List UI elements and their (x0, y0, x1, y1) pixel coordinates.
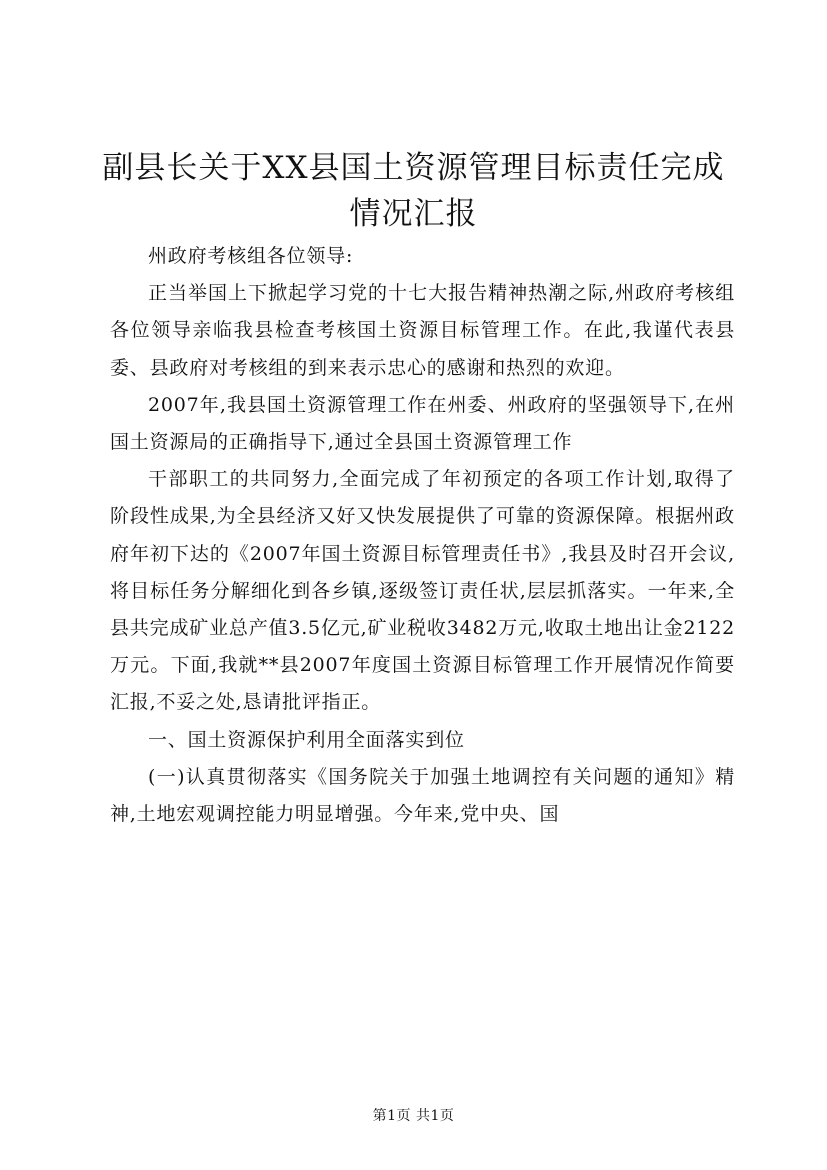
paragraph-opening: 正当举国上下掀起学习党的十七大报告精神热潮之际,州政府考核组各位领导亲临我县检查考核国土资源目标管理工作。在此,我谨代表县委、县政府对考核组的到来表示忠心的感谢和热烈的欢迎。 (110, 282, 735, 379)
salutation: 州政府考核组各位领导: (148, 245, 354, 267)
document-body (110, 238, 735, 833)
paragraph-2007-summary: 2007年,我县国土资源管理工作在州委、州政府的坚强领导下,在州国土资源局的正确指导下,通过全县国土资源管理工作 (110, 393, 735, 454)
section-heading-1: 一、国土资源保护利用全面落实到位 (148, 728, 465, 751)
paragraph-achievements: 干部职工的共同努力,全面完成了年初预定的各项工作计划,取得了阶段性成果,为全县经济又好又快发展提供了可靠的资源保障。根据州政府年初下达的《2007年国土资源目标管理责任书》,我县及时召开会议,将目标任务分解细化到各乡镇,逐级签订责任状,层层抓落实。一年来,全县共完成矿业总产值3.5亿元,矿业税收3482万元,收取土地出让金2122万元。下面,我就**县2007年度国土资源目标管理工作开展情况作简要汇报,不妥之处,恳请批评指正。 (110, 468, 735, 714)
subsection-1: (一)认真贯彻落实《国务院关于加强土地调控有关问题的通知》精神,土地宏观调控能力明显增强。今年来,党中央、国 (110, 765, 735, 826)
title-line-2: 情况汇报 (349, 196, 478, 232)
title-line-1: 副县长关于XX县国土资源管理目标责任完成 (102, 150, 725, 186)
page-footer: 第1页 共1页 (372, 1108, 455, 1124)
document-title (90, 145, 737, 237)
